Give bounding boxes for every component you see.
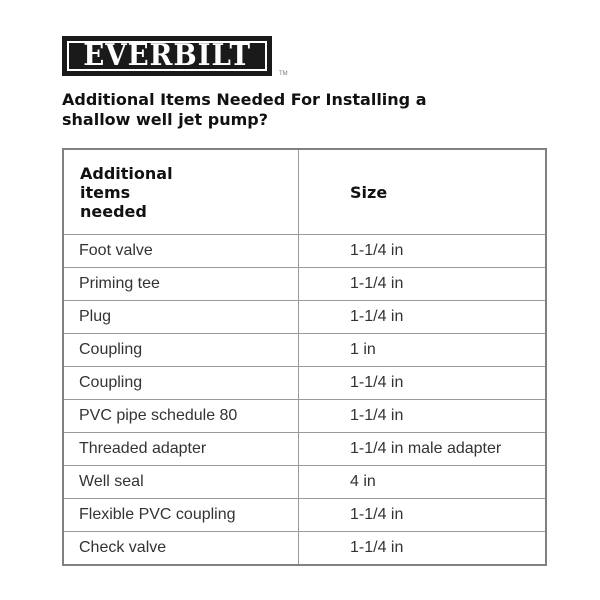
- table-row: [64, 532, 546, 565]
- page-title: [62, 90, 542, 130]
- table-row: [64, 367, 546, 400]
- size-cell: 4 in: [299, 466, 546, 499]
- size-cell: 1-1/4 in: [299, 301, 546, 334]
- item-cell: Check valve: [64, 532, 299, 565]
- item-cell: Well seal: [64, 466, 299, 499]
- table-row: [64, 334, 546, 367]
- table-row: [64, 499, 546, 532]
- size-cell: 1-1/4 in: [299, 268, 546, 301]
- table-row: [64, 466, 546, 499]
- size-cell: 1-1/4 in: [299, 400, 546, 433]
- item-cell: Threaded adapter: [64, 433, 299, 466]
- size-cell: 1-1/4 in: [299, 235, 546, 268]
- table-row: [64, 268, 546, 301]
- item-cell: Coupling: [64, 367, 299, 400]
- title-line-2: shallow well jet pump?: [62, 110, 268, 129]
- items-table: [63, 149, 546, 565]
- header-additional-items: [64, 150, 299, 235]
- logo-text: EVERBILT: [83, 38, 251, 73]
- title-line-1: Additional Items Needed For Installing a: [62, 90, 427, 109]
- size-cell: 1 in: [299, 334, 546, 367]
- item-cell: Coupling: [64, 334, 299, 367]
- item-cell: Flexible PVC coupling: [64, 499, 299, 532]
- table-row: [64, 301, 546, 334]
- header-size: Size: [299, 150, 546, 235]
- header-line: Additional: [80, 163, 173, 183]
- table-header-row: [64, 150, 546, 235]
- header-line: needed: [80, 201, 147, 221]
- size-cell: 1-1/4 in: [299, 499, 546, 532]
- logo-frame: [67, 38, 267, 73]
- item-cell: Plug: [64, 301, 299, 334]
- size-cell: 1-1/4 in: [299, 532, 546, 565]
- table-row: [64, 400, 546, 433]
- everbilt-logo: [62, 36, 272, 76]
- size-cell: 1-1/4 in male adapter: [299, 433, 546, 466]
- item-cell: PVC pipe schedule 80: [64, 400, 299, 433]
- item-cell: Priming tee: [64, 268, 299, 301]
- table-row: [64, 433, 546, 466]
- trademark-mark: TM: [279, 71, 288, 77]
- item-cell: Foot valve: [64, 235, 299, 268]
- table-row: [64, 235, 546, 268]
- header-line: items: [80, 182, 131, 202]
- size-cell: 1-1/4 in: [299, 367, 546, 400]
